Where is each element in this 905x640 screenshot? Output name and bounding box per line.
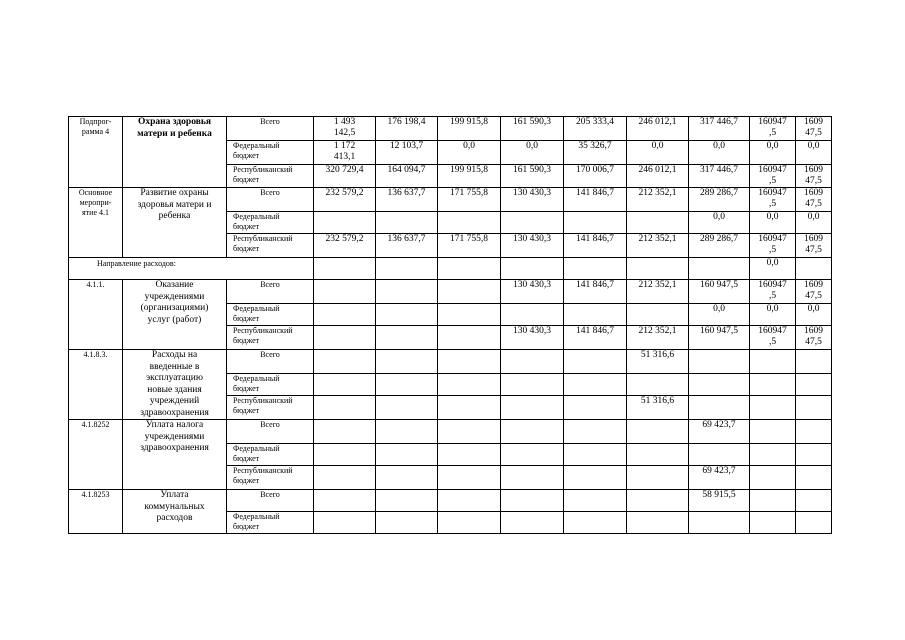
- value-cell: 160947 ,5: [750, 117, 796, 141]
- value-cell: [376, 280, 438, 304]
- value-cell: 171 755,8: [438, 188, 501, 212]
- value-cell: 1609 47,5: [796, 326, 832, 350]
- program-name: Уплата коммунальных расходов: [123, 490, 227, 534]
- value-cell: [314, 466, 376, 490]
- value-cell: [750, 512, 796, 534]
- value-cell: [376, 212, 438, 234]
- value-cell: [750, 374, 796, 396]
- program-name: Охрана здоровья матери и ребенка: [123, 117, 227, 188]
- value-cell: 232 579,2: [314, 188, 376, 212]
- value-cell: [314, 350, 376, 374]
- value-cell: 136 637,7: [376, 234, 438, 258]
- funding-source: Всего: [227, 280, 314, 304]
- value-cell: 51 316,6: [627, 350, 689, 374]
- funding-source: Республиканский бюджет: [227, 165, 314, 188]
- value-cell: 69 423,7: [689, 420, 750, 444]
- value-cell: [689, 258, 750, 280]
- funding-source: Всего: [227, 117, 314, 141]
- value-cell: 160947 ,5: [750, 188, 796, 212]
- value-cell: [627, 466, 689, 490]
- value-cell: 51 316,6: [627, 396, 689, 420]
- value-cell: [376, 258, 438, 280]
- program-code: Основное меропри- ятие 4.1: [69, 188, 123, 258]
- value-cell: [796, 466, 832, 490]
- value-cell: 246 012,1: [627, 117, 689, 141]
- value-cell: [314, 374, 376, 396]
- value-cell: [438, 444, 501, 466]
- value-cell: 171 755,8: [438, 234, 501, 258]
- value-cell: 212 352,1: [627, 188, 689, 212]
- value-cell: [796, 258, 832, 280]
- value-cell: [314, 420, 376, 444]
- value-cell: 199 915,8: [438, 117, 501, 141]
- value-cell: 1 172 413,1: [314, 141, 376, 165]
- table-row: [69, 420, 832, 444]
- value-cell: [627, 258, 689, 280]
- value-cell: 1609 47,5: [796, 188, 832, 212]
- value-cell: [376, 396, 438, 420]
- value-cell: [314, 396, 376, 420]
- value-cell: [314, 444, 376, 466]
- value-cell: [314, 512, 376, 534]
- value-cell: [750, 466, 796, 490]
- budget-table-body: [69, 117, 832, 534]
- value-cell: [796, 512, 832, 534]
- value-cell: [627, 212, 689, 234]
- value-cell: 317 446,7: [689, 117, 750, 141]
- program-name: Расходы на введенные в эксплуатацию новые здания учреждений здравоохранения: [123, 350, 227, 420]
- value-cell: [564, 212, 627, 234]
- value-cell: 289 286,7: [689, 188, 750, 212]
- funding-source: Федеральный бюджет: [227, 512, 314, 534]
- value-cell: [689, 374, 750, 396]
- value-cell: 0,0: [501, 141, 564, 165]
- value-cell: [314, 304, 376, 326]
- funding-source: Республиканский бюджет: [227, 234, 314, 258]
- value-cell: [796, 490, 832, 512]
- value-cell: [627, 444, 689, 466]
- value-cell: 1609 47,5: [796, 280, 832, 304]
- value-cell: [501, 350, 564, 374]
- value-cell: [314, 326, 376, 350]
- value-cell: [564, 444, 627, 466]
- value-cell: 0,0: [689, 212, 750, 234]
- value-cell: 35 326,7: [564, 141, 627, 165]
- funding-source: Всего: [227, 420, 314, 444]
- value-cell: 0,0: [627, 141, 689, 165]
- program-code: 4.1.8253: [69, 490, 123, 534]
- value-cell: [796, 350, 832, 374]
- value-cell: 0,0: [438, 141, 501, 165]
- value-cell: 130 430,3: [501, 326, 564, 350]
- value-cell: 164 094,7: [376, 165, 438, 188]
- value-cell: [376, 466, 438, 490]
- value-cell: [438, 212, 501, 234]
- value-cell: [376, 326, 438, 350]
- value-cell: [564, 396, 627, 420]
- direction-label: Направление расходов:: [69, 258, 314, 280]
- value-cell: 1 493 142,5: [314, 117, 376, 141]
- value-cell: 161 590,3: [501, 165, 564, 188]
- budget-table: [68, 116, 832, 534]
- funding-source: Республиканский бюджет: [227, 326, 314, 350]
- value-cell: [689, 444, 750, 466]
- funding-source: Федеральный бюджет: [227, 444, 314, 466]
- direction-row: [69, 258, 832, 280]
- value-cell: 1609 47,5: [796, 165, 832, 188]
- value-cell: [376, 490, 438, 512]
- value-cell: [750, 350, 796, 374]
- value-cell: [627, 374, 689, 396]
- value-cell: [501, 396, 564, 420]
- value-cell: 0,0: [796, 141, 832, 165]
- value-cell: [376, 350, 438, 374]
- value-cell: [564, 512, 627, 534]
- value-cell: 170 006,7: [564, 165, 627, 188]
- value-cell: 317 446,7: [689, 165, 750, 188]
- value-cell: 130 430,3: [501, 234, 564, 258]
- funding-source: Всего: [227, 490, 314, 512]
- value-cell: [564, 304, 627, 326]
- value-cell: 58 915,5: [689, 490, 750, 512]
- value-cell: [796, 420, 832, 444]
- value-cell: [438, 258, 501, 280]
- table-row: [69, 490, 832, 512]
- value-cell: 320 729,4: [314, 165, 376, 188]
- value-cell: 246 012,1: [627, 165, 689, 188]
- funding-source: Республиканский бюджет: [227, 396, 314, 420]
- value-cell: [501, 212, 564, 234]
- value-cell: [796, 396, 832, 420]
- value-cell: 199 915,8: [438, 165, 501, 188]
- program-name: Уплата налога учреждениями здравоохранения: [123, 420, 227, 490]
- value-cell: [564, 258, 627, 280]
- value-cell: [438, 466, 501, 490]
- value-cell: [501, 374, 564, 396]
- value-cell: [438, 420, 501, 444]
- value-cell: [501, 490, 564, 512]
- value-cell: [750, 490, 796, 512]
- value-cell: [564, 350, 627, 374]
- value-cell: 0,0: [689, 304, 750, 326]
- value-cell: [750, 420, 796, 444]
- value-cell: [501, 420, 564, 444]
- value-cell: [376, 374, 438, 396]
- value-cell: 0,0: [689, 141, 750, 165]
- value-cell: 130 430,3: [501, 280, 564, 304]
- value-cell: [750, 396, 796, 420]
- table-row: [69, 350, 832, 374]
- value-cell: 212 352,1: [627, 234, 689, 258]
- value-cell: [438, 512, 501, 534]
- value-cell: 141 846,7: [564, 234, 627, 258]
- value-cell: [438, 490, 501, 512]
- value-cell: [689, 350, 750, 374]
- value-cell: [564, 374, 627, 396]
- value-cell: 212 352,1: [627, 280, 689, 304]
- value-cell: 205 333,4: [564, 117, 627, 141]
- program-name: Развитие охраны здоровья матери и ребенка: [123, 188, 227, 258]
- value-cell: [501, 258, 564, 280]
- table-row: [69, 188, 832, 212]
- value-cell: 1609 47,5: [796, 117, 832, 141]
- value-cell: [689, 396, 750, 420]
- program-code: 4.1.8252: [69, 420, 123, 490]
- value-cell: [438, 326, 501, 350]
- value-cell: [501, 466, 564, 490]
- value-cell: 0,0: [750, 141, 796, 165]
- value-cell: [627, 512, 689, 534]
- value-cell: 69 423,7: [689, 466, 750, 490]
- program-code: 4.1.1.: [69, 280, 123, 350]
- value-cell: 136 637,7: [376, 188, 438, 212]
- value-cell: 0,0: [750, 304, 796, 326]
- value-cell: [314, 258, 376, 280]
- value-cell: 141 846,7: [564, 280, 627, 304]
- program-code: 4.1.8.3.: [69, 350, 123, 420]
- program-name: Оказание учреждениями (организациями) услуг (работ): [123, 280, 227, 350]
- value-cell: [314, 280, 376, 304]
- value-cell: [438, 374, 501, 396]
- table-row: [69, 117, 832, 141]
- value-cell: [314, 490, 376, 512]
- value-cell: [627, 304, 689, 326]
- value-cell: 1609 47,5: [796, 234, 832, 258]
- value-cell: 289 286,7: [689, 234, 750, 258]
- value-cell: [564, 420, 627, 444]
- value-cell: [796, 374, 832, 396]
- value-cell: [564, 466, 627, 490]
- value-cell: [627, 420, 689, 444]
- value-cell: [689, 512, 750, 534]
- value-cell: 12 103,7: [376, 141, 438, 165]
- value-cell: [796, 444, 832, 466]
- value-cell: 0,0: [750, 212, 796, 234]
- value-cell: [376, 444, 438, 466]
- value-cell: [438, 396, 501, 420]
- value-cell: 160947 ,5: [750, 234, 796, 258]
- value-cell: 141 846,7: [564, 326, 627, 350]
- value-cell: [438, 350, 501, 374]
- value-cell: 141 846,7: [564, 188, 627, 212]
- value-cell: 0,0: [750, 258, 796, 280]
- value-cell: [501, 512, 564, 534]
- value-cell: 160947 ,5: [750, 280, 796, 304]
- value-cell: 130 430,3: [501, 188, 564, 212]
- value-cell: 0,0: [796, 212, 832, 234]
- value-cell: [750, 444, 796, 466]
- value-cell: 160 947,5: [689, 326, 750, 350]
- funding-source: Федеральный бюджет: [227, 212, 314, 234]
- program-code: Подпрог- рамма 4: [69, 117, 123, 188]
- value-cell: [501, 444, 564, 466]
- funding-source: Республиканский бюджет: [227, 466, 314, 490]
- value-cell: 0,0: [796, 304, 832, 326]
- value-cell: [376, 304, 438, 326]
- value-cell: 161 590,3: [501, 117, 564, 141]
- value-cell: [564, 490, 627, 512]
- value-cell: [627, 490, 689, 512]
- funding-source: Всего: [227, 350, 314, 374]
- value-cell: [314, 212, 376, 234]
- funding-source: Федеральный бюджет: [227, 141, 314, 165]
- value-cell: 212 352,1: [627, 326, 689, 350]
- value-cell: [438, 304, 501, 326]
- value-cell: 160947 ,5: [750, 326, 796, 350]
- funding-source: Всего: [227, 188, 314, 212]
- funding-source: Федеральный бюджет: [227, 374, 314, 396]
- value-cell: [376, 512, 438, 534]
- value-cell: [376, 420, 438, 444]
- value-cell: 232 579,2: [314, 234, 376, 258]
- funding-source: Федеральный бюджет: [227, 304, 314, 326]
- value-cell: 176 198,4: [376, 117, 438, 141]
- value-cell: 160947 ,5: [750, 165, 796, 188]
- value-cell: [438, 280, 501, 304]
- table-row: [69, 280, 832, 304]
- value-cell: [501, 304, 564, 326]
- value-cell: 160 947,5: [689, 280, 750, 304]
